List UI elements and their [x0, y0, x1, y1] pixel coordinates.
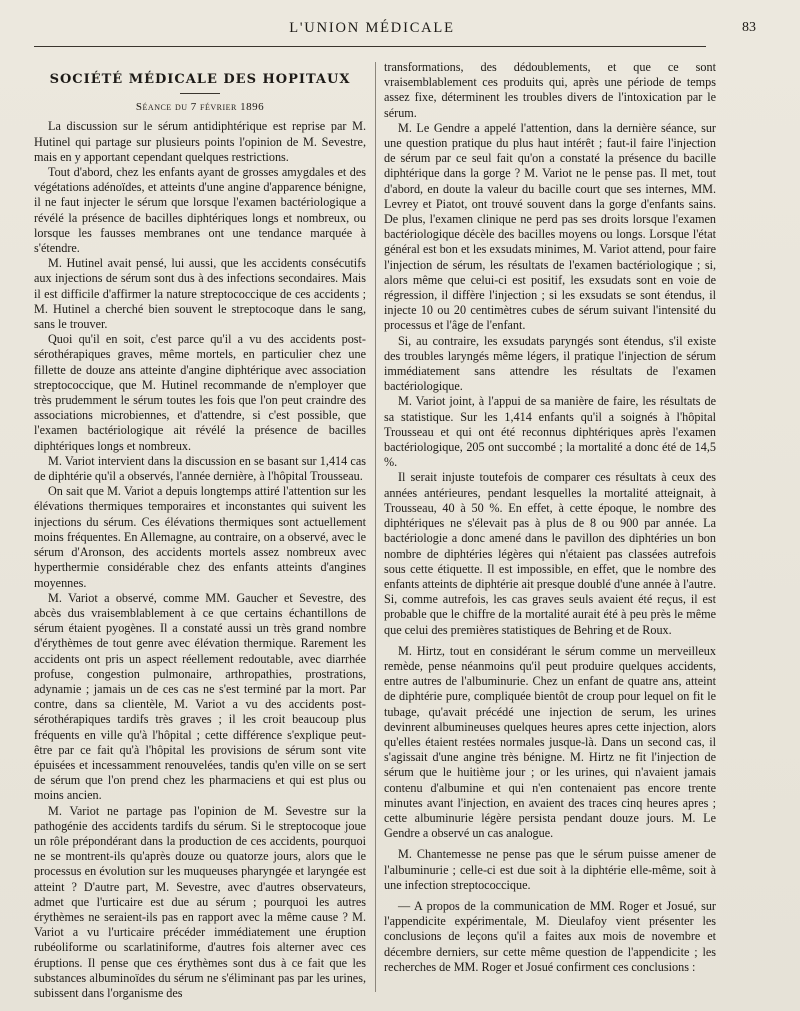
paragraph: On sait que M. Variot a depuis longtemps attiré l'attention sur les élévations thermiques temporaires et inconstantes qui suivent les injections du sérum. Ces élévations thermiques sont actuellement moins fréquentes. En Allemagne, au contraire, on a observé, avec le sérum d'Aronson, des accidents mortels assez nombreux avec hyperthermie considérable chez des enfants atteints d'angines moyennes. [34, 484, 366, 590]
paragraph: Tout d'abord, chez les enfants ayant de grosses amygdales et des végétations adénoïdes, et atteints d'une angine d'apparence bénigne, il ne faut injecter le sérum que lorsque l'examen bactériologique a révélé la présence de bacilles diphtériques longs et nombreux, ou lorsque les fausses membranes ont une tendance marquée à s'étendre. [34, 165, 366, 256]
paragraph: M. Variot a observé, comme MM. Gaucher et Sevestre, des abcès dus vraisemblablement à ce que certains échantillons de sérum étaient pyogènes. Il a constaté aussi un très grand nombre d'érythèmes de tout genre avec élévation thermique. Rarement les accidents ont pris un aspect réellement redoutable, avec diarrhée profuse, congestion pulmonaire, arthropathies, prostrations, adynamie ; jamais un de ces cas ne s'est terminé par la mort. Par contre, dans sa clientèle, M. Variot a vu des accidents post-sérothérapiques tardifs très graves ; il les croit beaucoup plus fréquents en ville qu'à l'hôpital ; cette différence s'explique peut-être par ce fait qu'à l'hôpital les provisions de sérum sont vite épuisées et incessamment renouvelées, tandis qu'en ville on se sert de sérum que l'on prend chez les pharmaciens et qui est plus ou moins ancien. [34, 590, 366, 803]
page-number: 83 [742, 20, 756, 35]
left-column [34, 60, 366, 1001]
paragraph: M. Chantemesse ne pense pas que le sérum puisse amener de l'albuminurie ; celle-ci est due soit à la diphtérie elle-même, soit à une infection streptococcique. [384, 847, 716, 892]
paragraph: — A propos de la communication de MM. Roger et Josué, sur l'appendicite expérimentale, M. Dieulafoy vient présenter les conclusions de leçons qu'il a faites aux mois de novembre et décembre derniers, sur cette même question de l'appendicite ; les recherches de MM. Roger et Josué confirment ces conclusions : [384, 898, 716, 974]
paragraph: M. Variot ne partage pas l'opinion de M. Sevestre sur la pathogénie des accidents tardifs du sérum. Si le streptocoque joue un rôle prépondérant dans la production de ces accidents, pourquoi ne se montrent-ils qu'après douze ou quatorze jours, alors que le processus en évolution sur les muqueuses pharyngée et laryngée est atteint ? D'autre part, M. Sevestre, avec d'autres observateurs, admet que l'urticaire est due au sérum ; pourquoi les autres érythèmes ne seraient-ils pas en rapport avec la même cause ? M. Variot a vu l'urticaire précéder immédiatement une éruption rubéoliforme ou scarlatiniforme, d'autres fois alterner avec ces éruptions. Il pense que ces érythèmes sont dus à ce fait que les substances albuminoïdes du sérum ne s'éliminant pas par les urines, subissent dans l'organisme des [34, 803, 366, 1000]
paragraph: La discussion sur le sérum antidiphtérique est reprise par M. Hutinel qui partage sur plusieurs points l'opinion de M. Sevestre, mais en y apportant cependant quelques restrictions. [34, 119, 366, 164]
paragraph: M. Variot joint, à l'appui de sa manière de faire, les résultats de sa statistique. Sur les 1,414 enfants qu'il a soignés à l'hôpital Trousseau et qui ont été reconnus diphtériques après l'examen bactériologique, 205 ont succombé ; la mortalité a donc été de 14,5 %. [384, 394, 716, 470]
paragraph: Quoi qu'il en soit, c'est parce qu'il a vu des accidents post-sérothérapiques graves, même mortels, en particulier chez une fillette de douze ans atteinte d'angine diphtérique avec association streptococcique, que M. Hutinel recommande de n'employer que très prudemment le sérum toutes les fois que l'on peut craindre des associations microbiennes, et d'attendre, si c'est possible, que l'examen bactériologique ait révélé la présence de bacilles diphtériques longs et nombreux. [34, 332, 366, 453]
running-title: L'UNION MÉDICALE [289, 20, 455, 36]
header-rule [34, 46, 706, 47]
paragraph: Il serait injuste toutefois de comparer ces résultats à ceux des années antérieures, pendant lesquelles la mortalité atteignait, à Trousseau, 40 à 50 %. En effet, à cette époque, le nombre des diphtériques ne s'élevait pas à plus de 8 ou 900 par année. La bactériologie a donc amené dans le pavillon des diphtéries un bon nombre de diphtéries légères qui n'étaient pas classées autrefois sous cette étiquette. Il est impossible, en effet, que le nombre des enfants atteints de diphtérie ait presque doublé d'une année à l'autre. Si, comme autrefois, les cas graves seuls avaient été reçus, il est probable que le chiffre de la mortalité aurait été à peu près le même que celui des premières statistiques de Behring et de Roux. [384, 470, 716, 637]
paragraph: M. Variot intervient dans la discussion en se basant sur 1,414 cas de diphtérie qu'il a observés, l'année dernière, à l'hôpital Trousseau. [34, 453, 366, 484]
paragraph: Si, au contraire, les exsudats paryngés sont étendus, s'il existe des troubles laryngés même légers, il pratique l'injection de sérum immédiatement sans attendre les résultats de l'examen bactériologique. [384, 333, 716, 394]
running-header [34, 20, 756, 42]
paragraph: M. Hutinel avait pensé, lui aussi, que les accidents consécutifs aux injections de sérum sont dus à des infections secondaires. Mais il est difficile d'affirmer la nature streptococcique de ces accidents ; M. Hutinel a cherché bien souvent le streptocoque dans le sang, sans le trouver. [34, 256, 366, 332]
session-date: Séance du 7 février 1896 [135, 101, 265, 114]
paragraph: M. Hirtz, tout en considérant le sérum comme un merveilleux remède, pense néanmoins qu'il peut produire quelques accidents, entre autres de l'albuminurie. Chez un enfant de quatre ans, atteint de diphtérie pure, compliquée bientôt de croup pour lequel on fit le tubage, qu'avait précédé une injection de serum, les urines devinrent albumineuses quelques heures apres cette injection, alors qu'elles étaient restées normales jusque-là. Dans un second cas, il s'agissait d'une angine très bénigne. M. Hirtz ne fit l'injection de sérum que le huitième jour ; or les urines, qui n'avaient jamais contenu d'albumine et qui n'en contenaient pas encore trente minutes avant l'injection, en avaient des traces cinq heures apres ; cette albuminurie légère persista pendant douze jours. M. Le Gendre a observé un cas analogue. [384, 643, 716, 841]
right-column [384, 60, 716, 975]
title-rule [180, 93, 220, 94]
column-divider [375, 62, 376, 992]
paragraph-continued: transformations, des dédoublements, et que ce sont vraisemblablement ces produits qui, après une période de temps assez fixe, déterminent les troubles divers de l'intoxication par le sérum. [384, 60, 716, 120]
paragraph: M. Le Gendre a appelé l'attention, dans la dernière séance, sur une question pratique du plus haut intérêt ; faut-il faire l'injection de sérum par ce seul fait qu'on a constaté la présence du bacille diphtérique dans la gorge ? M. Variot ne le pense pas. Il met, tout d'abord, en doute la valeur du bacille court que ses internes, MM. Levrey et Piatot, ont trouvé souvent dans la gorge d'enfants sains. De plus, l'examen clinique ne perd pas ses droits lorsque l'examen bactériologique décèle des bacilles moyens ou longs. Lorsque l'état général est bon et les exsudats minimes, M. Variot attend, pour faire l'injection de sérum, les résultats de l'examen bactériologique ; si, alors même que celui-ci est positif, les exsudats sont en voie de régression, il diffère l'injection ; si les exsudats se sont étendus, il injecte 10 ou 20 centimètres cubes de sérum suivant l'intensité du processus et l'âge de l'enfant. [384, 120, 716, 333]
section-title: SOCIÉTÉ MÉDICALE DES HOPITAUX [49, 72, 351, 87]
